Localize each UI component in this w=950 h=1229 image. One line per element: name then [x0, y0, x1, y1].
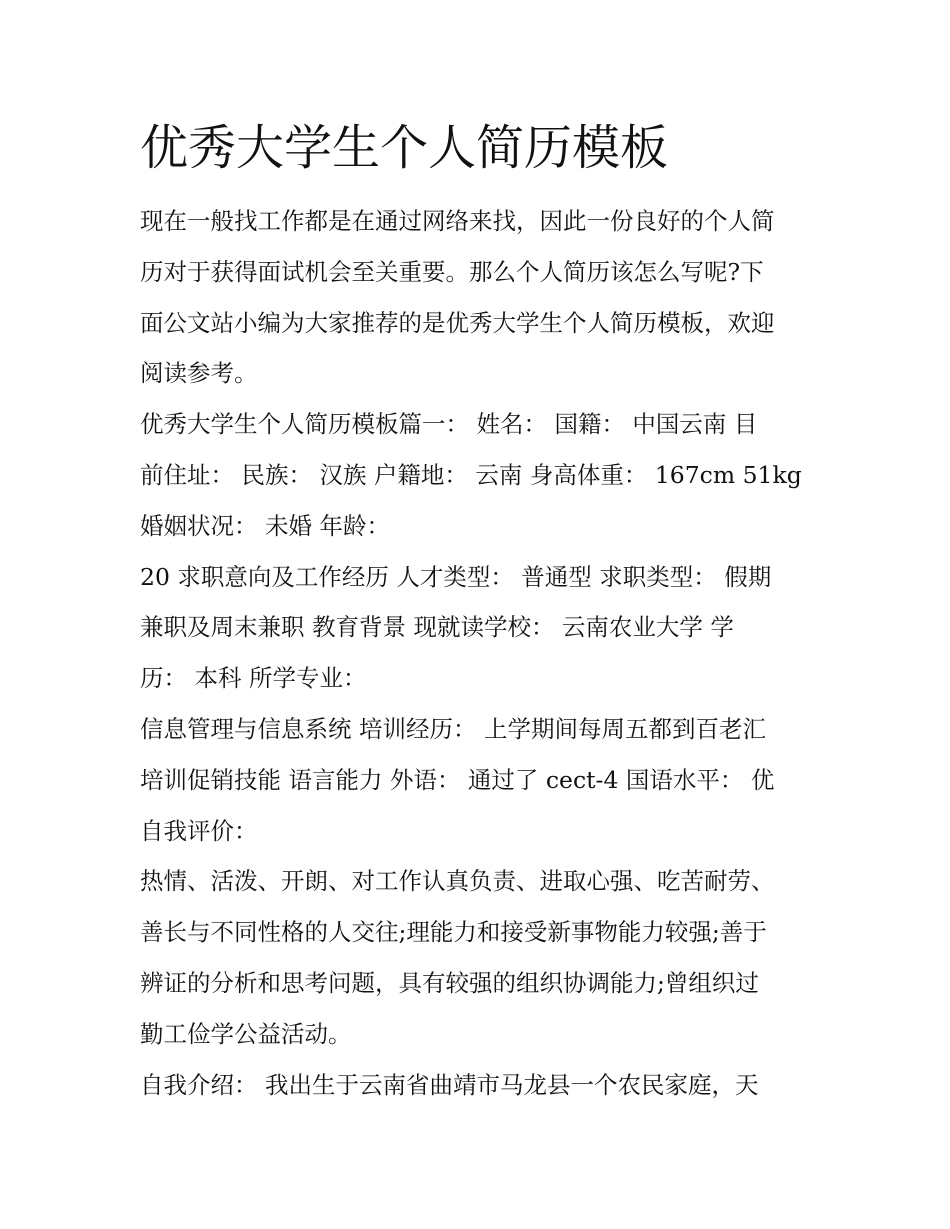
text-line: 兼职及周末兼职 教育背景 现就读学校： 云南农业大学 学	[140, 613, 734, 642]
text-line: 信息管理与信息系统 培训经历： 上学期间每周五都到百老汇	[140, 714, 766, 743]
text-line: 优秀大学生个人简历模板篇一： 姓名： 国籍： 中国云南 目	[140, 410, 758, 439]
text-line: 培训促销技能 语言能力 外语： 通过了 cect-4 国语水平： 优	[140, 765, 775, 794]
text-line: 前住址： 民族： 汉族 户籍地： 云南 身高体重： 167cm 51kg	[140, 460, 802, 489]
text-line: 善长与不同性格的人交往;理能力和接受新事物能力较强;善于	[140, 918, 767, 947]
text-line: 阅读参考。	[140, 359, 258, 388]
document-title: 优秀大学生个人简历模板	[140, 120, 669, 176]
text-line: 辨证的分析和思考问题，具有较强的组织协调能力;曾组织过	[140, 968, 759, 997]
text-line: 婚姻状况： 未婚 年龄：	[140, 511, 390, 540]
text-line: 现在一般找工作都是在通过网络来找，因此一份良好的个人简	[140, 207, 775, 235]
document-page	[140, 112, 820, 1110]
text-line: 20 求职意向及工作经历 人才类型： 普通型 求职类型： 假期	[140, 562, 772, 591]
text-line: 历对于获得面试机会至关重要。那么个人简历该怎么写呢?下	[140, 257, 764, 286]
text-line: 勤工俭学公益活动。	[140, 1019, 352, 1048]
text-line: 自我介绍： 我出生于云南省曲靖市马龙县一个农民家庭，天	[140, 1070, 759, 1099]
text-line: 热情、活泼、开朗、对工作认真负责、进取心强、吃苦耐劳、	[140, 867, 775, 896]
text-line: 自我评价：	[140, 816, 258, 845]
document-body	[140, 196, 820, 1110]
text-line: 面公文站小编为大家推荐的是优秀大学生个人简历模板，欢迎	[140, 308, 775, 337]
text-line: 历： 本科 所学专业：	[140, 664, 367, 693]
